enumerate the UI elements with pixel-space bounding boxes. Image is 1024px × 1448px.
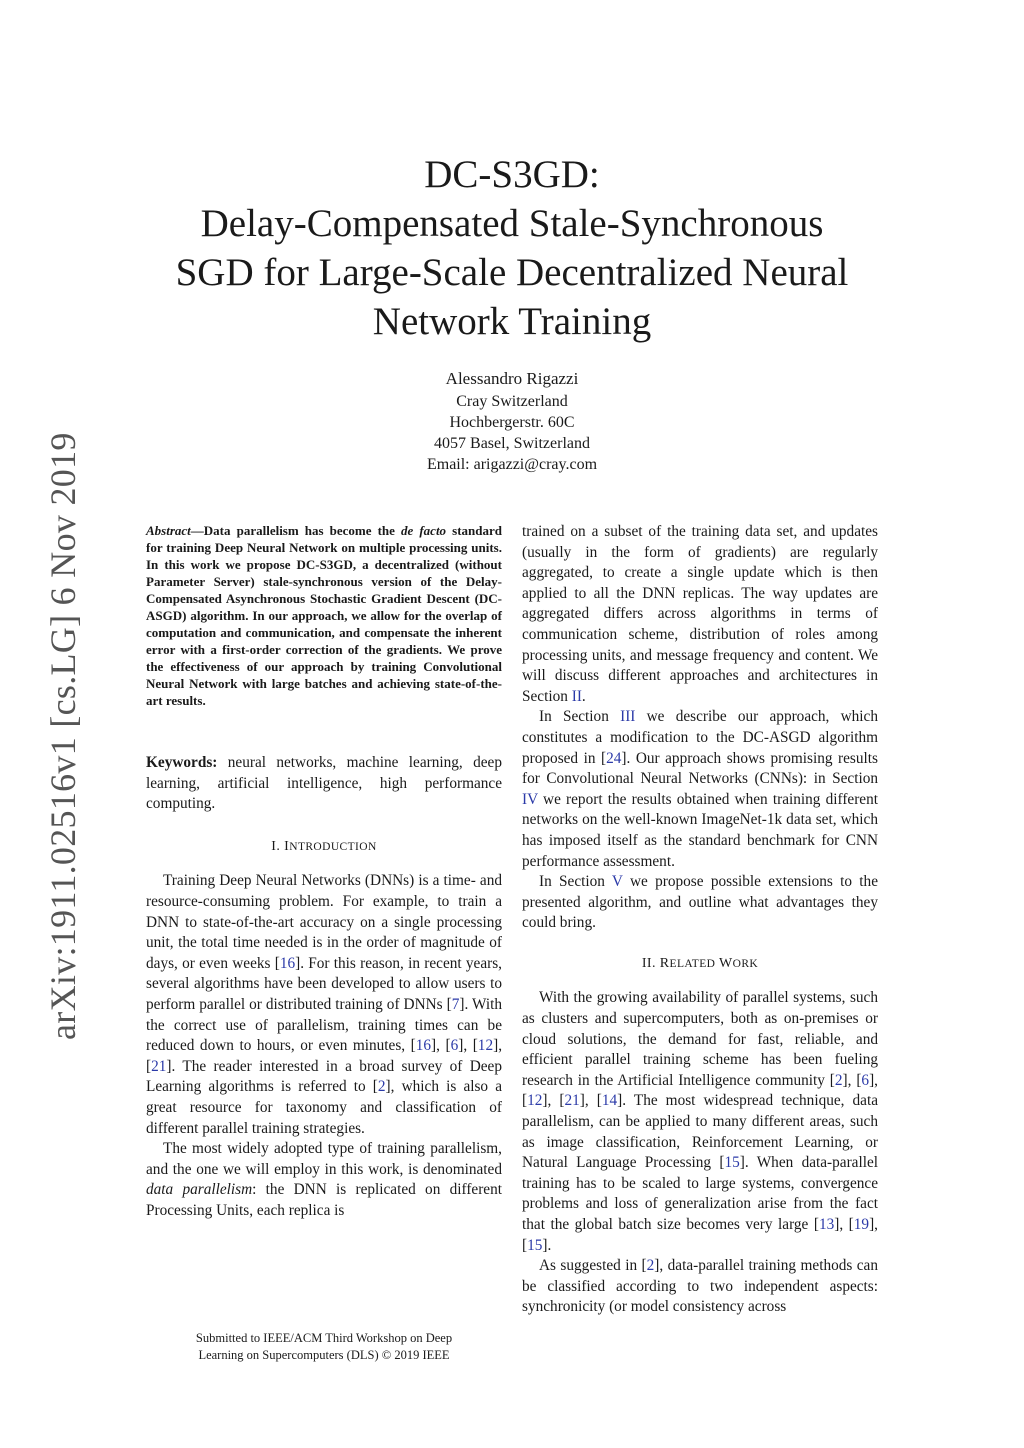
citation-link[interactable]: 2 (646, 1257, 655, 1275)
text: we describe our approach, which constitutes a modification to the DC-ASGD algorithm proposed in [ (522, 708, 878, 767)
abstract-label: Abstract (146, 523, 191, 538)
text: As suggested in [ (539, 1257, 647, 1275)
citation-link[interactable]: 2 (377, 1078, 386, 1096)
text: ]. With the correct use of parallelism, training times can be reduced down to hours, or even minutes, [ (146, 995, 502, 1055)
citation-link[interactable]: 7 (451, 995, 460, 1013)
citation-link[interactable]: 15 (724, 1154, 740, 1172)
section-heading-related-work (522, 954, 878, 975)
text: ], [ (146, 1037, 503, 1075)
text: With the growing availability of parallel systems, such as clusters and supercomputers, both as on-premises or cloud solutions, the demand for fast, reliable, and efficient parallel training scheme has been fueling research in the Artificial Intelligence community [ (522, 989, 878, 1089)
text: ], [ (431, 1037, 451, 1055)
title-line: Delay-Compensated Stale-Synchronous (200, 202, 824, 245)
citation-link[interactable]: 16 (415, 1037, 432, 1055)
submission-footnote (146, 1330, 502, 1364)
keywords (146, 753, 502, 815)
section-title-rest: ELATED (669, 957, 716, 970)
title-line: Network Training (372, 300, 652, 343)
text: ], which is also a great resource for taxonomy and classification of different parallel training strategies. (146, 1078, 503, 1137)
paragraph (522, 872, 878, 934)
section-link[interactable]: II (571, 687, 582, 705)
text: ], [ (522, 1216, 878, 1254)
citation-link[interactable]: 6 (450, 1037, 459, 1055)
citation-link[interactable]: 12 (527, 1092, 543, 1110)
paragraph (146, 871, 502, 1139)
text: ]. The most widespread technique, data parallelism, can be applied to many different areas, such as image classification, Reinforcement Learning, or Natural Language Processing [ (522, 1092, 879, 1172)
section-heading-introduction (146, 837, 502, 858)
text: In Section (539, 873, 612, 891)
title-line: DC-S3GD: (424, 153, 600, 196)
citation-link[interactable]: 24 (606, 749, 622, 767)
citation-link[interactable]: 6 (861, 1071, 870, 1089)
text: ]. The reader interested in a broad survey of Deep Learning algorithms is referred to [ (146, 1057, 502, 1096)
abstract-text: Data parallelism has become the (203, 523, 401, 538)
paper-title (100, 150, 924, 346)
text: ], [ (842, 1071, 862, 1089)
citation-link[interactable]: 15 (527, 1236, 543, 1254)
author-street: Hochbergerstr. 60C (449, 414, 575, 431)
footnote-line: Submitted to IEEE/ACM Third Workshop on Deep (195, 1331, 453, 1345)
text: ]. For this reason, in recent years, several algorithms have been developed to allow users to perform parallel or distributed training of DNNs [ (146, 954, 502, 1013)
text: ], [ (834, 1216, 854, 1233)
paragraph (146, 1139, 502, 1221)
text: The most widely adopted type of training parallelism, and the one we will employ in this work, is denominated (146, 1140, 502, 1178)
text: we propose possible extensions to the presented algorithm, and outline what advantages they could bring. (522, 873, 878, 932)
keywords-text: neural networks, machine learning, deep learning, artificial intelligence, high performance computing. (146, 754, 502, 813)
citation-link[interactable]: 12 (477, 1037, 494, 1055)
citation-link[interactable]: 13 (818, 1216, 835, 1233)
text: trained on a subset of the training data set, and updates (usually in the form of gradients) are regularly aggregated, to create a single update which is then applied to all the DNN replicas. The way updates are aggregated differs across algorithms in terms of communication scheme, distribution of roles among processing units, and message frequency and content. We will discuss different approaches and architectures in Section (522, 523, 878, 705)
right-column (522, 522, 878, 1318)
citation-link[interactable]: 21 (564, 1092, 580, 1110)
author-email: Email: arigazzi@cray.com (426, 456, 598, 473)
author-block (312, 368, 712, 475)
text: ]. (542, 1236, 552, 1254)
text: we report the results obtained when training different networks on the well-known ImageNet-1k data set, which has imposed itself as the standard benchmark for CNN performance assessment. (522, 790, 878, 870)
section-title-rest: NTRODUCTION (289, 840, 377, 853)
abstract-emphasis: de facto (401, 523, 447, 538)
section-number: II. (641, 955, 656, 971)
text: ], [ (522, 1071, 878, 1110)
citation-link[interactable]: 19 (853, 1216, 870, 1233)
section-number: I. (271, 838, 281, 854)
author-name: Alessandro Rigazzi (445, 369, 579, 388)
citation-link[interactable]: 14 (601, 1092, 618, 1110)
text: ]. Our approach shows promising results for Convolutional Neural Networks (CNNs): in Section (522, 749, 878, 788)
section-title-initial: R (659, 955, 670, 971)
keywords-label: Keywords: (146, 754, 218, 771)
paragraph (522, 1256, 878, 1318)
section-title-initial: I (284, 838, 290, 854)
section-title-rest: ORK (732, 957, 759, 970)
paragraph (522, 988, 878, 1256)
title-line: SGD for Large-Scale Decentralized Neural (175, 251, 849, 294)
text: Training Deep Neural Networks (DNNs) is a time- and resource-consuming problem. For example, to train a DNN to state-of-the-art accuracy on a single processing unit, the total time needed is in the order of magnitude of days, or even weeks [ (146, 872, 502, 972)
abstract (146, 522, 502, 709)
text: In Section (539, 708, 621, 726)
section-link[interactable]: V (611, 873, 623, 891)
arxiv-identifier: arXiv:1911.02516v1 [cs.LG] 6 Nov 2019 (43, 432, 83, 1040)
author-affiliation: Cray Switzerland (456, 393, 568, 410)
section-title-initial: W (719, 955, 733, 971)
text: : the DNN is replicated on different Processing Units, each replica is (146, 1181, 502, 1219)
section-link[interactable]: IV (522, 790, 538, 808)
left-column (146, 522, 502, 1221)
paragraph (522, 522, 878, 707)
text: ], data-parallel training methods can be classified according to two independent aspects: synchronicity (or model consistency across (522, 1257, 878, 1316)
abstract-text: standard for training Deep Neural Network on multiple processing units. In this work we propose DC-S3GD, a decentralized (without Parameter Server) stale-synchronous version of the Delay-Compensated Asynchronous Stochastic Gradient Descent (DC-ASGD) algorithm. In our approach, we allow for the overlap of computation and communication, and compensate the inherent error with a first-order correction of the gradients. We prove the effectiveness of our approach by training Convolutional Neural Network with large batches and achieving state-of-the-art results. (146, 523, 502, 708)
citation-link[interactable]: 21 (151, 1057, 167, 1075)
text: . (581, 687, 586, 705)
emphasis: data parallelism (146, 1181, 253, 1199)
paragraph (522, 707, 878, 872)
citation-link[interactable]: 2 (834, 1071, 843, 1089)
citation-link[interactable]: 16 (279, 954, 296, 972)
abstract-dash: — (190, 523, 204, 538)
text: ], [ (458, 1037, 478, 1055)
text: ]. When data-parallel training has to be scaled to large systems, convergence problems and loss of generalization arise from the fact that the global batch size becomes very large [ (522, 1154, 878, 1233)
text: ], [ (579, 1092, 602, 1110)
author-city: 4057 Basel, Switzerland (434, 435, 590, 452)
text: ], [ (542, 1092, 565, 1110)
footnote-line: Learning on Supercomputers (DLS) © 2019 IEEE (198, 1348, 450, 1362)
section-link[interactable]: III (620, 708, 636, 726)
